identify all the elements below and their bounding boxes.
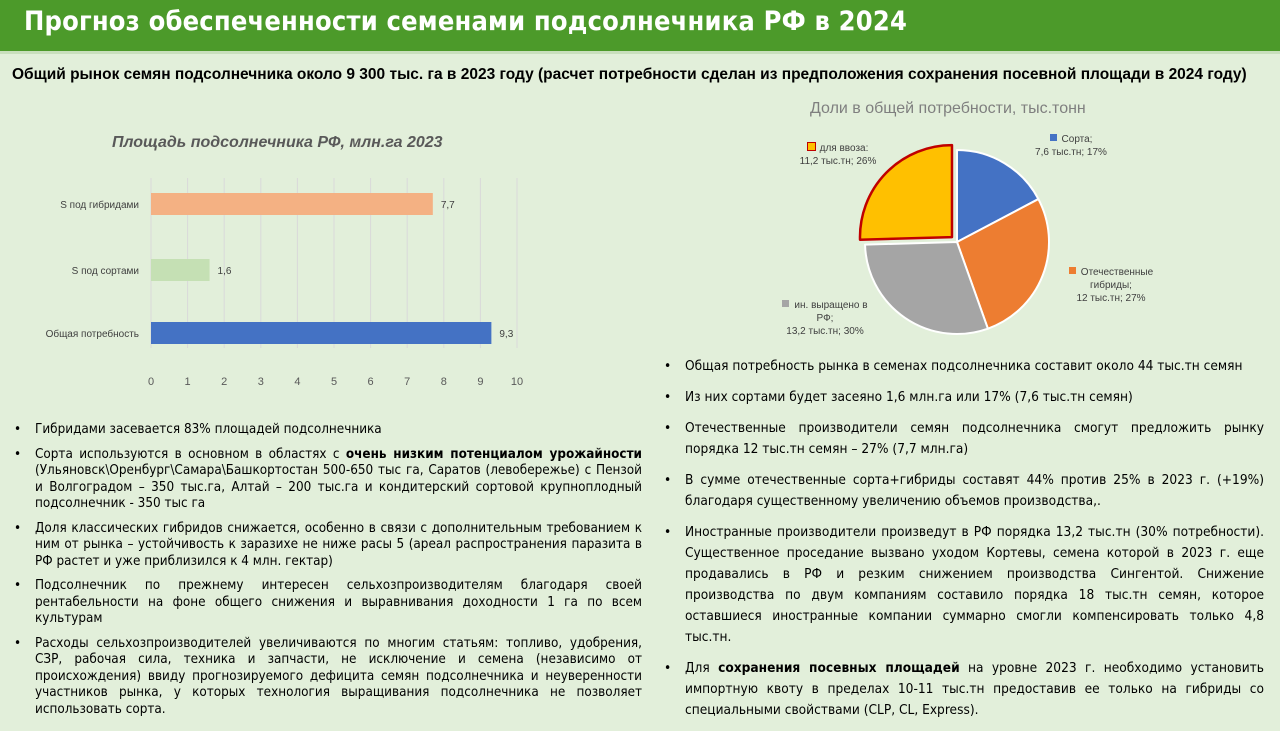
bullet-text: (Ульяновск\Оренбург\Самара\Башкортостан 500-650 тыс га, Саратов (левобережье) с Пензой и Волгоградом – 350 тыс.га, Алтай – 200 тыс.га и кондитерский сортовой крупноплодный подсолнечник - 350 тыс га xyxy=(35,463,642,511)
list-item xyxy=(10,521,642,571)
bullet-text: Для xyxy=(685,660,719,676)
bullet-text: Подсолнечник по прежнему интересен сельхозпроизводителям благодаря своей рентабельности на фоне общего снижения и выравнивания доходности 1 га по всем культурам xyxy=(35,578,642,626)
pie-label-in-name1: ин. выращено в xyxy=(794,300,868,311)
list-item xyxy=(660,387,1264,408)
bullet-text: на уровне 2023 г. необходимо установить импортную квоту в пределах 10-11 тыс.тн предоставив ее только на гибриды со специальными свойствами (CLP, CL, Express). xyxy=(685,660,1264,718)
x-tick-label: 4 xyxy=(294,376,301,388)
bullet-bold-text: сохранения посевных площадей xyxy=(718,660,960,676)
pie-label-sorta-name: Сорта; xyxy=(1061,134,1093,145)
pie-chart-title: Доли в общей потребности, тыс.тонн xyxy=(810,100,1086,117)
bullet-bold-text: очень низким потенциалом урожайности xyxy=(345,446,642,462)
legend-swatch-otech xyxy=(1069,267,1076,274)
pie-label-sorta-value: 7,6 тыс.тн; 17% xyxy=(1035,147,1107,158)
bullet-text: В сумме отечественные сорта+гибриды составят 44% против 25% в 2023 г. (+19%) благодаря существенному увеличению объемов производства,. xyxy=(685,472,1264,509)
page-title: Прогноз обеспеченности семенами подсолнечника РФ в 2024 xyxy=(24,6,908,37)
pie-label-sorta xyxy=(1016,133,1126,159)
x-tick-label: 10 xyxy=(510,376,524,388)
legend-swatch-sorta xyxy=(1050,134,1057,141)
category-label: S под сортами xyxy=(71,266,139,277)
list-item xyxy=(660,470,1264,512)
pie-label-vvoz-name: для ввоза: xyxy=(819,143,869,154)
pie-label-vvoz-value: 11,2 тыс.тн; 26% xyxy=(799,156,877,167)
pie-label-in-name2: РФ; xyxy=(816,313,834,324)
data-label: 1,6 xyxy=(217,266,232,277)
x-tick-label: 2 xyxy=(221,376,228,388)
category-label: S под гибридами xyxy=(60,200,139,211)
pie-label-otech-value: 12 тыс.тн; 27% xyxy=(1076,293,1146,304)
x-tick-label: 9 xyxy=(477,376,484,388)
legend-swatch-vvoz xyxy=(808,143,815,150)
x-tick-label: 5 xyxy=(330,376,338,388)
list-item xyxy=(660,418,1264,460)
bullet-text: Сорта используются в основном в областях с xyxy=(35,446,346,462)
bullet-text: Отечественные производители семян подсолнечника смогут предложить рынку порядка 12 тыс.тн семян – 27% (7,7 млн.га) xyxy=(685,420,1264,457)
pie-label-otech-name1: Отечественные xyxy=(1080,267,1154,278)
left-bullet-list xyxy=(10,422,642,726)
bullet-text: Гибридами засевается 83% площадей подсолнечника xyxy=(35,422,382,437)
list-item xyxy=(660,522,1264,648)
pie-chart xyxy=(0,0,1280,360)
x-tick-label: 0 xyxy=(147,376,155,388)
list-item xyxy=(10,636,642,719)
pie-label-in xyxy=(770,299,880,338)
bar-chart-title: Площадь подсолнечника РФ, млн.га 2023 xyxy=(112,134,443,151)
page-subtitle: Общий рынок семян подсолнечника около 9 300 тыс. га в 2023 году (расчет потребности сделан из предположения сохранения посевной площади в 2024 году) xyxy=(12,66,1247,83)
x-tick-label: 3 xyxy=(257,376,264,388)
list-item xyxy=(10,578,642,628)
category-label: Общая потребность xyxy=(45,329,139,340)
pie-label-otech-name2: гибриды; xyxy=(1090,280,1132,291)
bullet-text: Расходы сельхозпроизводителей увеличиваются по многим статьям: топливо, удобрения, СЗР, рабочая сила, техника и запчасти, не исключение и семена (независимо от происхождения) ввиду прогнозируемого дефицита семян подсолнечника и неуверенности участников рынка, у которых технология выращивания подсолнечника не позволяет использовать сорта. xyxy=(35,635,642,717)
list-item xyxy=(660,658,1264,721)
right-bullet-list xyxy=(660,356,1264,731)
x-tick-label: 8 xyxy=(440,376,447,388)
data-label: 7,7 xyxy=(440,200,455,211)
list-item xyxy=(10,447,642,513)
data-label: 9,3 xyxy=(499,329,514,340)
x-tick-label: 6 xyxy=(367,376,374,388)
bullet-text: Общая потребность рынка в семенах подсолнечника составит около 44 тыс.тн семян xyxy=(685,358,1243,374)
bullet-text: Из них сортами будет засеяно 1,6 млн.га или 17% (7,6 тыс.тн семян) xyxy=(685,389,1133,405)
pie-label-vvoz xyxy=(783,142,893,168)
legend-swatch-in xyxy=(782,300,789,307)
pie-label-otech xyxy=(1056,266,1166,305)
list-item xyxy=(10,422,642,439)
x-tick-label: 1 xyxy=(184,376,191,388)
x-tick-label: 7 xyxy=(404,376,411,388)
bullet-text: Иностранные производители произведут в РФ порядка 13,2 тыс.тн (30% потребности). Существенное проседание вызвано уходом Кортевы, семена которой в 2023 г. еще продавались в РФ и резким снижением производства Сингентой. Снижение производства по двум компаниям составило порядка 18 тыс.тн семян, которое оставшиеся иностранные компании суммарно смогли компенсировать только 4,8 тыс.тн. xyxy=(685,524,1264,645)
list-item xyxy=(660,356,1264,377)
bullet-text: Доля классических гибридов снижается, особенно в связи с дополнительным требованием к ним от рынка – устойчивость к заразихе не ниже расы 5 (ареал распространения паразита в РФ растет и уже приблизился к 4 млн. гектар) xyxy=(35,520,642,569)
pie-label-in-value: 13,2 тыс.тн; 30% xyxy=(786,326,864,337)
